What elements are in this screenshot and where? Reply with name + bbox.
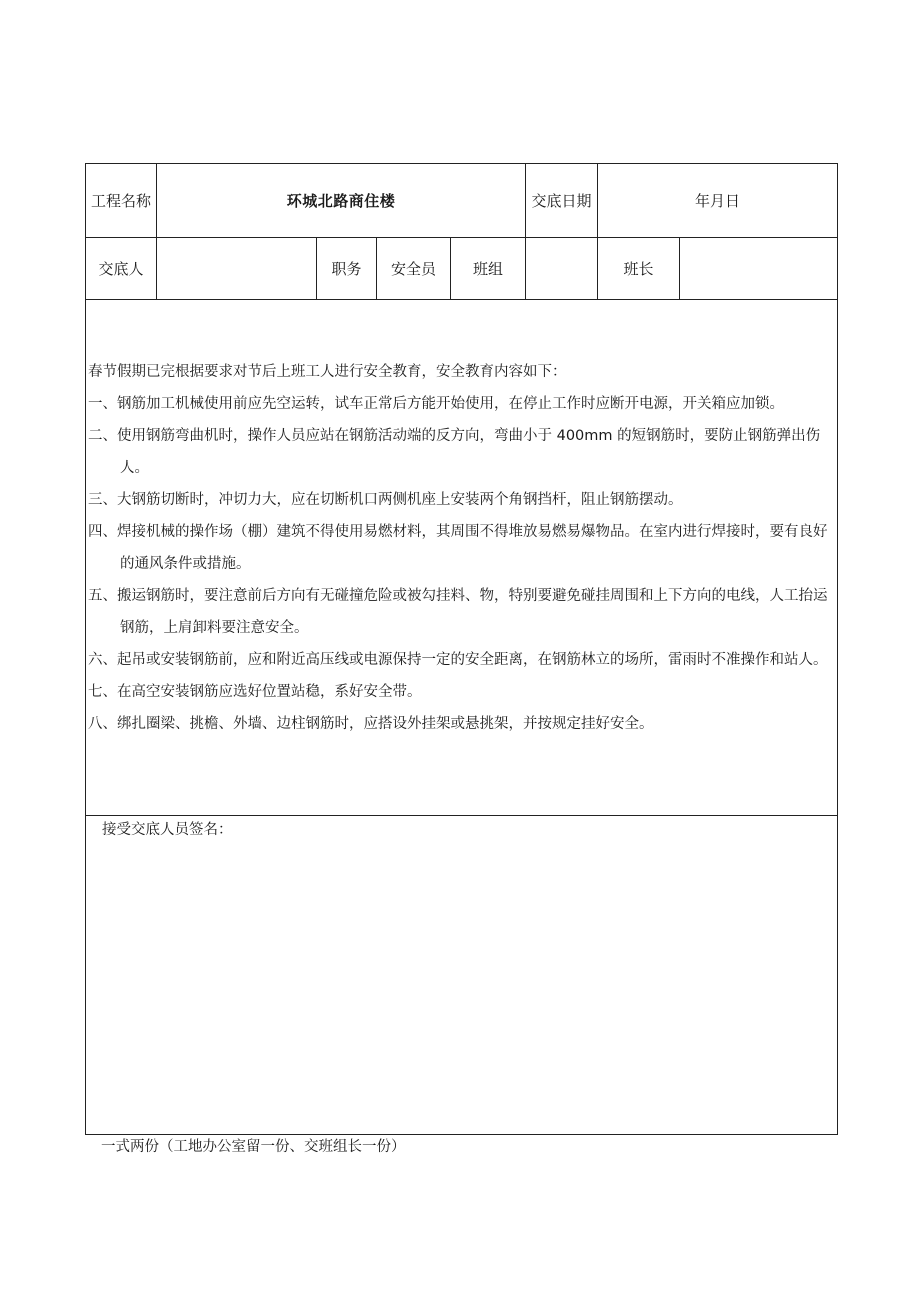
team-leader-value (680, 238, 838, 300)
team-label: 班组 (451, 238, 526, 300)
rule-item: 六、起吊或安装钢筋前，应和附近高压线或电源保持一定的安全距离，在钢筋林立的场所，雷雨时不准操作和站人。 (88, 652, 828, 668)
rule-item: 一、钢筋加工机械使用前应先空运转，试车正常后方能开始使用，在停止工作时应断开电源，开关箱应加锁。 (88, 396, 784, 412)
project-name-label: 工程名称 (86, 164, 157, 238)
position-label: 职务 (317, 238, 377, 300)
team-value (526, 238, 598, 300)
copies-note: 一式两份（工地办公室留一份、交班组长一份） (101, 1139, 406, 1155)
rule-item: 五、搬运钢筋时，要注意前后方向有无碰撞危险或被勾挂料、物，特别要避免碰挂周围和上下方向的电线，人工抬运钢筋，上肩卸料要注意安全。 (88, 588, 828, 636)
person-row (86, 238, 838, 300)
briefing-content (86, 300, 838, 816)
rule-item: 三、大钢筋切断时，冲切力大，应在切断机口两侧机座上安装两个角钢挡杆，阻止钢筋摆动。 (88, 492, 683, 508)
safety-briefing-form (85, 163, 838, 1135)
header-row (86, 164, 838, 238)
rule-item: 二、使用钢筋弯曲机时，操作人员应站在钢筋活动端的反方向，弯曲小于 400mm 的短钢筋时，要防止钢筋弹出伤人。 (88, 428, 821, 476)
presenter-value (157, 238, 317, 300)
content-intro: 春节假期已完根据要求对节后上班工人进行安全教育，安全教育内容如下： (88, 364, 567, 380)
rule-item: 八、绑扎圈梁、挑檐、外墙、边柱钢筋时，应搭设外挂架或悬挑架，并按规定挂好安全。 (88, 716, 654, 732)
content-row (86, 300, 838, 816)
presenter-label: 交底人 (86, 238, 157, 300)
project-name-value: 环城北路商住楼 (157, 164, 526, 238)
position-value: 安全员 (377, 238, 451, 300)
signature-area[interactable] (86, 816, 838, 1135)
team-leader-label: 班长 (598, 238, 680, 300)
signature-label: 接受交底人员签名： (102, 822, 233, 838)
briefing-date-label: 交底日期 (526, 164, 598, 238)
briefing-date-value: 年月日 (598, 164, 838, 238)
rule-item: 四、焊接机械的操作场（棚）建筑不得使用易燃材料，其周围不得堆放易燃易爆物品。在室内进行焊接时，要有良好的通风条件或措施。 (88, 524, 828, 572)
rule-item: 七、在高空安装钢筋应选好位置站稳，系好安全带。 (88, 684, 422, 700)
signature-row (86, 816, 838, 1135)
